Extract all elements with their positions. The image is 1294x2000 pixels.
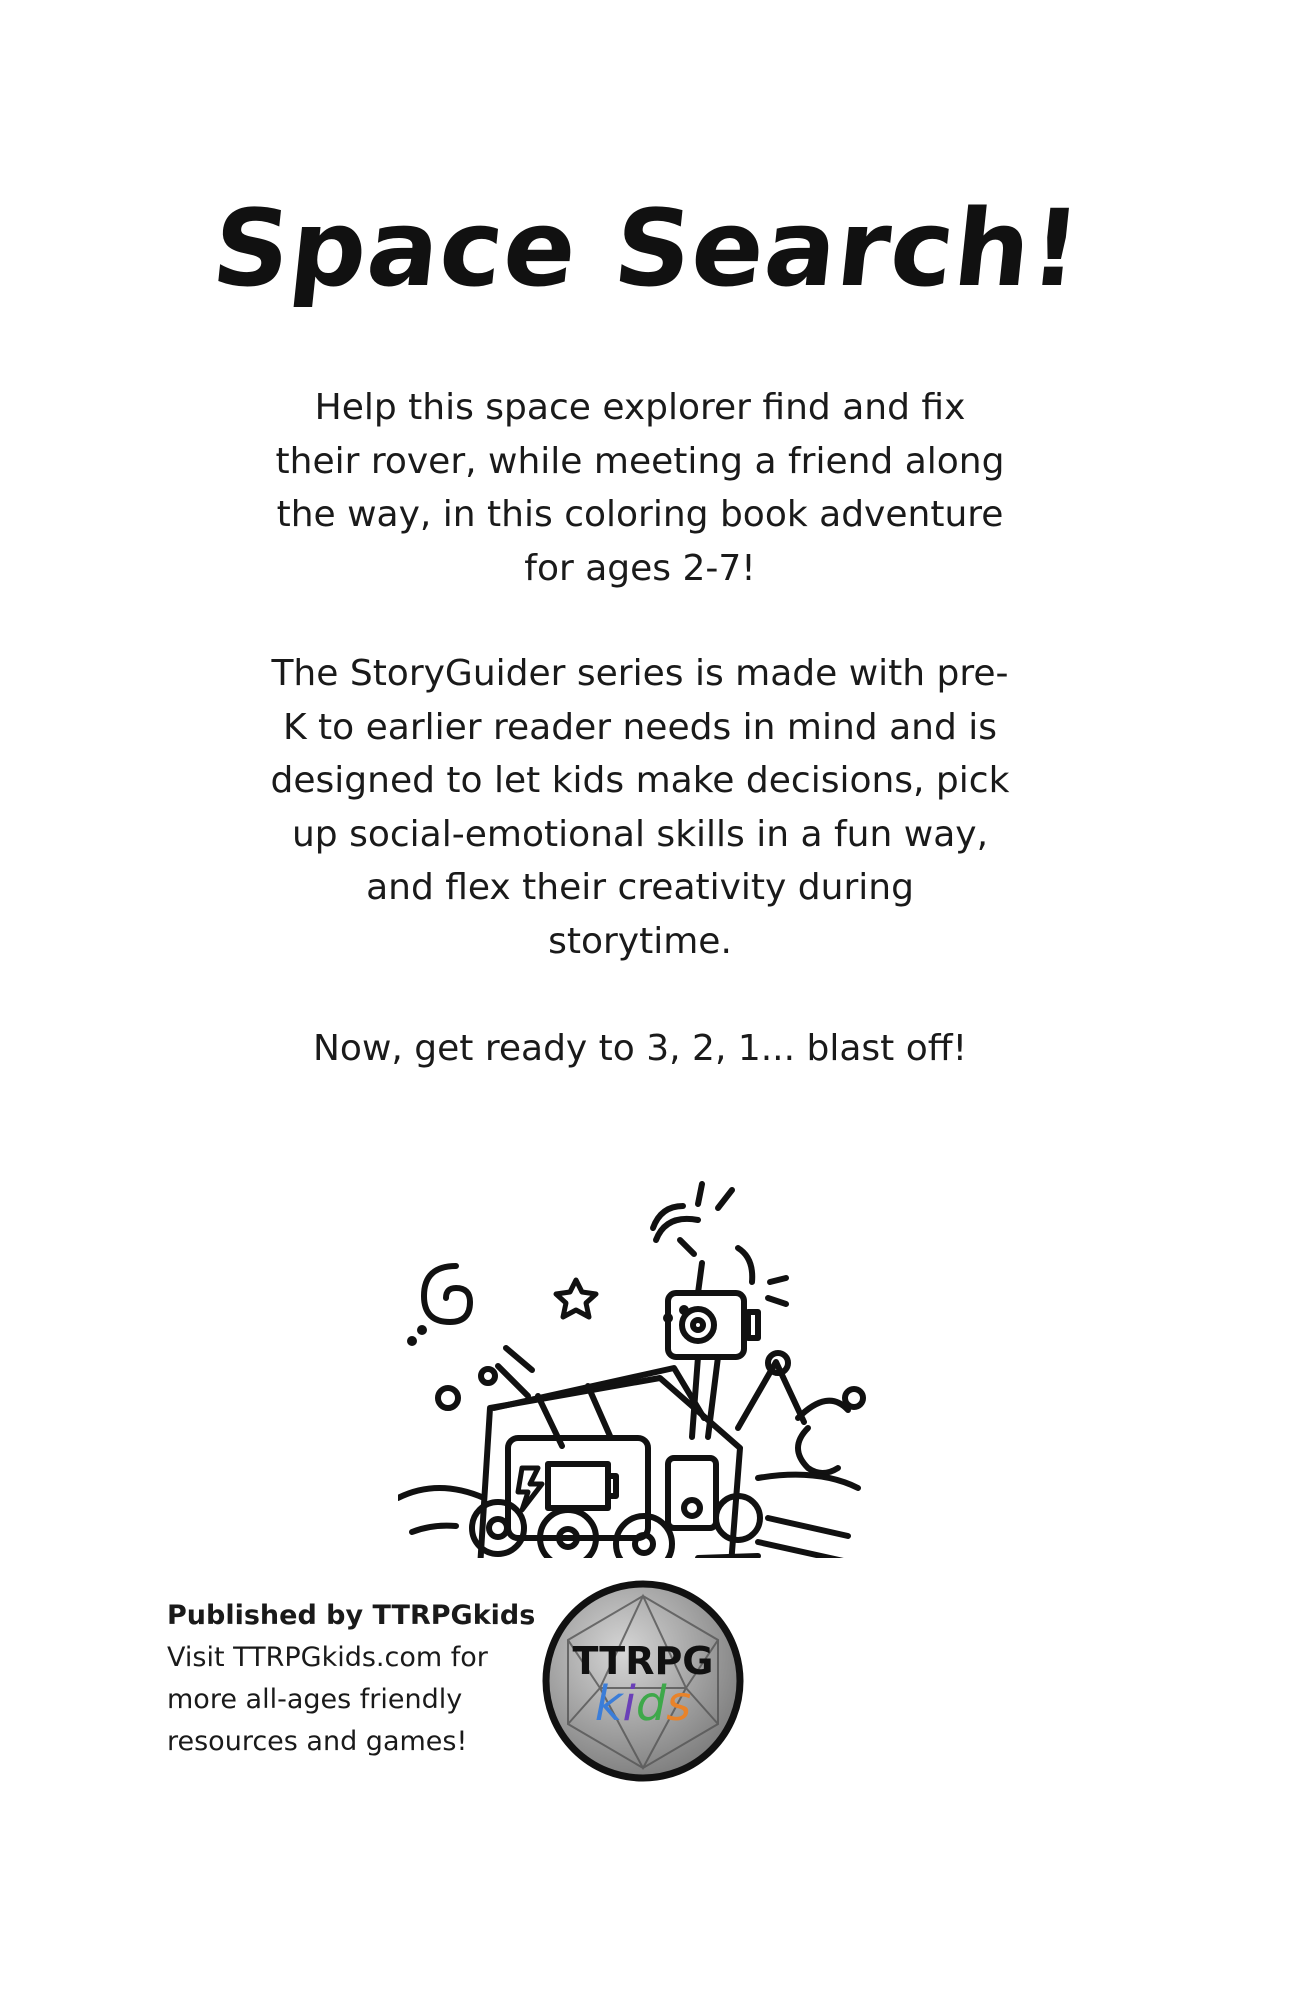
dot (410, 1339, 414, 1343)
ttrpgkids-logo (540, 1578, 746, 1784)
publisher-line: resources and games! (167, 1726, 468, 1757)
battery-icon (548, 1464, 616, 1508)
series-paragraph: The StoryGuider series is made with pre-K to earlier reader needs in mind and is designed to let kids make decisions, pick up social-emotional skills in a fun way, and flex their creativity during storytime. (270, 653, 1010, 962)
bolt-icon (518, 1468, 542, 1510)
publisher-block (167, 1595, 547, 1763)
page-title: Space Search! (207, 187, 1088, 310)
publisher-line: Visit TTRPGkids.com for (167, 1642, 488, 1673)
dot (420, 1328, 424, 1332)
logo-text-bottom: kids (594, 1676, 692, 1732)
spiral-icon (424, 1266, 470, 1322)
dot (438, 1388, 458, 1408)
star-icon (556, 1280, 596, 1317)
space-rover-illustration (398, 1098, 898, 1558)
publisher-heading: Published by TTRPGkids (167, 1600, 536, 1631)
rover-wheel (540, 1510, 596, 1558)
intro-paragraph: Help this space explorer find and fix their rover, while meeting a friend along the way, in this coloring book adventure for ages 2-7! (275, 387, 1005, 589)
dot (845, 1389, 863, 1407)
publisher-line: more all-ages friendly (167, 1684, 463, 1715)
dot (481, 1369, 495, 1383)
logo-text-top: TTRPG (572, 1639, 714, 1683)
blast-off-paragraph: Now, get ready to 3, 2, 1... blast off! (313, 1028, 967, 1069)
